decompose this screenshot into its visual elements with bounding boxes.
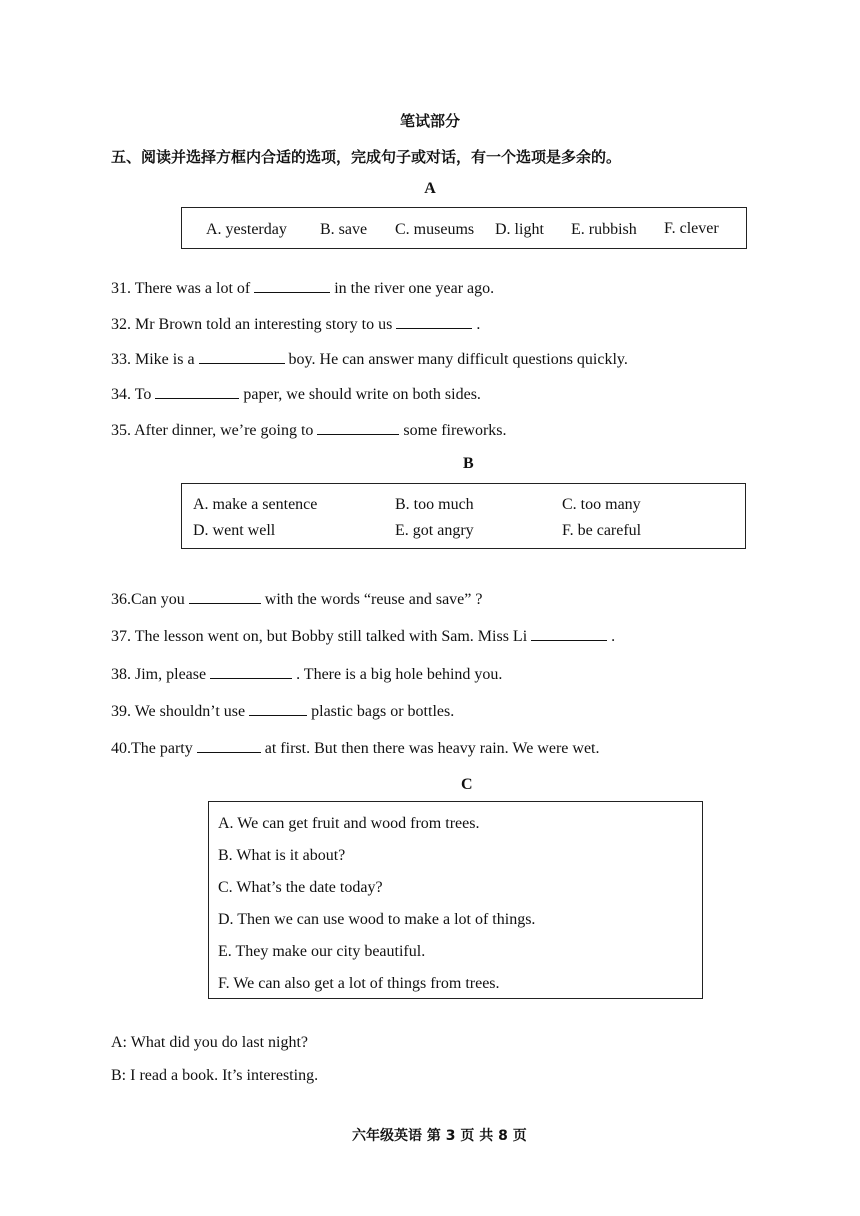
question-35: 35. After dinner, we’re going to some fireworks. [111, 422, 507, 439]
dialogue-line-2: B: I read a book. It’s interesting. [111, 1067, 319, 1084]
part-c-label: C [461, 776, 473, 793]
option-f: F. be careful [562, 522, 642, 539]
question-32: 32. Mr Brown told an interesting story to us . [111, 316, 481, 333]
option-d: D. went well [193, 522, 276, 539]
part-b-label: B [463, 455, 474, 472]
option-f: F. clever [664, 220, 719, 237]
answer-blank[interactable] [155, 384, 239, 399]
option-a: A. make a sentence [193, 496, 318, 513]
page-footer: 六年级英语 第 3 页 共 8 页 [352, 1128, 527, 1144]
answer-blank[interactable] [254, 278, 330, 293]
option-d: D. Then we can use wood to make a lot of things. [218, 911, 536, 928]
instruction: 五、阅读并选择方框内合适的选项，完成句子或对话，有一个选项是多余的。 [111, 148, 622, 166]
option-c: C. too many [562, 496, 641, 513]
option-b: B. What is it about? [218, 847, 346, 864]
option-d: D. light [495, 221, 544, 238]
part-a-options-box [181, 207, 747, 249]
section-title: 笔试部分 [399, 112, 460, 130]
option-f: F. We can also get a lot of things from trees. [218, 975, 500, 992]
answer-blank[interactable] [197, 738, 261, 753]
answer-blank[interactable] [249, 701, 307, 716]
question-39: 39. We shouldn’t use plastic bags or bottles. [111, 703, 455, 720]
part-a-label: A [424, 180, 436, 197]
answer-blank[interactable] [531, 626, 607, 641]
option-a: A. yesterday [206, 221, 287, 238]
question-31: 31. There was a lot of in the river one year ago. [111, 280, 495, 297]
answer-blank[interactable] [396, 314, 472, 329]
option-c: C. What’s the date today? [218, 879, 383, 896]
answer-blank[interactable] [189, 589, 261, 604]
question-37: 37. The lesson went on, but Bobby still talked with Sam. Miss Li . [111, 628, 616, 645]
dialogue-line-1: A: What did you do last night? [111, 1034, 309, 1051]
answer-blank[interactable] [199, 349, 285, 364]
option-e: E. rubbish [571, 221, 637, 238]
option-e: E. got angry [395, 522, 474, 539]
option-e: E. They make our city beautiful. [218, 943, 426, 960]
question-33: 33. Mike is a boy. He can answer many difficult questions quickly. [111, 351, 628, 368]
answer-blank[interactable] [317, 420, 399, 435]
answer-blank[interactable] [210, 664, 292, 679]
option-a: A. We can get fruit and wood from trees. [218, 815, 480, 832]
question-34: 34. To paper, we should write on both sides. [111, 386, 481, 403]
option-b: B. save [320, 221, 368, 238]
option-b: B. too much [395, 496, 474, 513]
part-c-options-box [208, 801, 703, 999]
part-b-options-box [181, 483, 746, 549]
option-c: C. museums [395, 221, 475, 238]
question-40: 40.The party at first. But then there was heavy rain. We were wet. [111, 740, 600, 757]
question-38: 38. Jim, please . There is a big hole behind you. [111, 666, 503, 683]
question-36: 36.Can you with the words “reuse and save” ? [111, 591, 483, 608]
